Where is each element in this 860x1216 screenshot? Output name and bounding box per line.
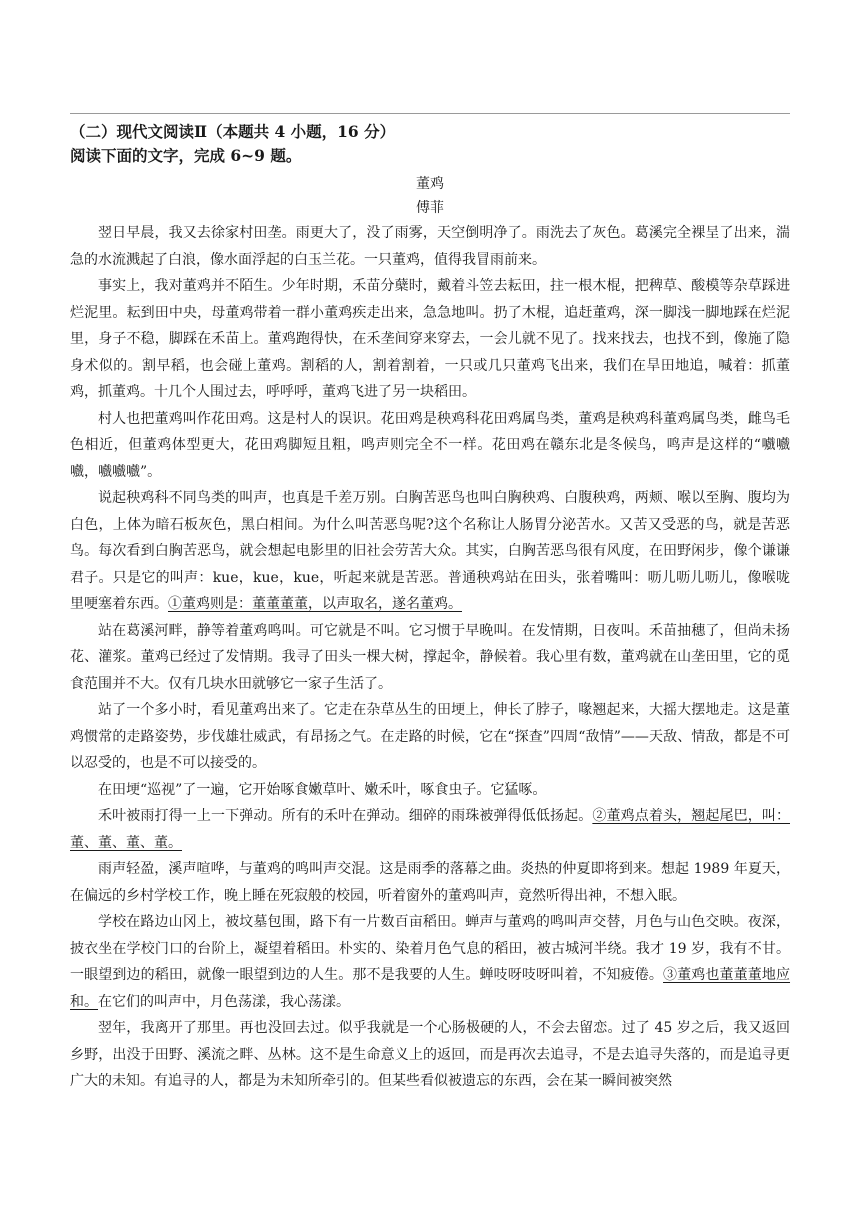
paragraph-text: 说起秧鸡科不同鸟类的叫声，也真是千差万别。白胸苦恶鸟也叫白胸秧鸡、白腹秧鸡，两颊、喉以至胸、腹均为白色，上体为暗石板灰色，黑白相间。为什么叫苦恶鸟呢?这个名称让人肠胃分泌苦水。又苦又受恶的鸟，就是苦恶鸟。每次看到白胸苦恶鸟，就会想起电影里的旧社会劳苦大众。其实，白胸苦恶鸟很有风度，在田野闲步，像个谦谦君子。只是它的叫声：kue，kue，kue，听起来就是苦恶。普通秧鸡站在田头，张着嘴叫：呖儿呖儿呖儿，像喉咙里哽塞着东西。 xyxy=(70,490,790,612)
section-instruction: 阅读下面的文字，完成 6~9 题。 xyxy=(70,146,302,165)
paragraph-text: 禾叶被雨打得一上一下弹动。所有的禾叶在弹动。细碎的雨珠被弹得低低扬起。 xyxy=(98,808,593,824)
paragraph-7 xyxy=(70,777,790,804)
underlined-sentence-2: ②董鸡点着头，翘起尾巴，叫：董、董、董、董。 xyxy=(70,808,790,851)
paragraph-1 xyxy=(70,220,790,273)
paragraph-text: 站在葛溪河畔，静等着董鸡鸣叫。可它就是不叫。它习惯于早晚叫。在发情期，日夜叫。禾苗抽穗了，但尚未扬花、灌浆。董鸡已经过了发情期。我寻了田头一棵大树，撑起伞，静候着。我心里有数，董鸡就在山垄田里，它的觅食范围并不大。仅有几块水田就够它一家子生活了。 xyxy=(70,622,790,692)
paragraph-text: 翌年，我离开了那里。再也没回去过。似乎我就是一个心肠极硬的人，不会去留恋。过了 45 岁之后，我又返回乡野，出没于田野、溪流之畔、丛林。这不是生命意义上的返回，而是再次去追寻，不是去追寻失落的，而是追寻更广大的未知。有追寻的人，都是为未知所牵引的。但某些看似被遗忘的东西，会在某一瞬间被突然 xyxy=(70,1020,790,1089)
paragraph-5 xyxy=(70,618,790,698)
paragraph-text: 在它们的叫声中，月色荡漾，我心荡漾。 xyxy=(98,993,350,1010)
paragraph-text: 事实上，我对董鸡并不陌生。少年时期，禾苗分蘖时，戴着斗笠去耘田，拄一根木棍，把稗草、酸模等杂草踩进烂泥里。耘到田中央，母董鸡带着一群小董鸡疾走出来，急急地叫。扔了木棍，追赶董鸡，深一脚浅一脚地踩在烂泥里，身子不稳，脚踩在禾苗上。董鸡跑得快，在禾垄间穿来穿去，一会儿就不见了。找来找去，也找不到，像施了隐身术似的。割早稻，也会碰上董鸡。割稻的人，割着割着，一只或几只董鸡飞出来，我们在旱田地追，喊着：抓董鸡，抓董鸡。十几个人围过去，呼呼呼，董鸡飞进了另一块稻田。 xyxy=(70,278,790,400)
paragraph-6 xyxy=(70,697,790,777)
paragraph-10 xyxy=(70,909,790,1015)
top-divider xyxy=(70,113,790,114)
paragraph-4 xyxy=(70,485,790,618)
underlined-sentence-1: ①董鸡则是：董董董董，以声取名，遂名董鸡。 xyxy=(168,596,462,612)
section-heading: （二）现代文阅读Ⅱ（本题共 4 小题，16 分） xyxy=(70,122,396,141)
paragraph-text: 在田埂“巡视”了一遍，它开始啄食嫩草叶、嫩禾叶，啄食虫子。它猛啄。 xyxy=(98,781,547,798)
article-title: 董鸡 xyxy=(416,176,444,192)
article-author: 傅菲 xyxy=(416,200,444,216)
paragraph-11 xyxy=(70,1015,790,1095)
paragraph-3 xyxy=(70,406,790,486)
paragraph-text: 学校在路边山冈上，被坟墓包围，路下有一片数百亩稻田。蝉声与董鸡的鸣叫声交替，月色与山色交映。夜深，披衣坐在学校门口的台阶上，凝望着稻田。朴实的、染着月色气息的稻田，被古城河半绕。我才 19 岁，我有不甘。一眼望到边的稻田，就像一眼望到边的人生。那不是我要的人生。蝉吱呀吱呀叫着，不知疲倦。 xyxy=(70,914,790,983)
paragraph-text: 翌日早晨，我又去徐家村田垄。雨更大了，没了雨雾，天空倒明净了。雨洗去了灰色。葛溪完全裸呈了出来，湍急的水流溅起了白浪，像水面浮起的白玉兰花。一只董鸡，值得我冒雨前来。 xyxy=(70,225,790,268)
paragraph-text: 村人也把董鸡叫作花田鸡。这是村人的误识。花田鸡是秧鸡科花田鸡属鸟类，董鸡是秧鸡科董鸡属鸟类，雌鸟毛色相近，但董鸡体型更大，花田鸡脚短且粗，鸣声则完全不一样。花田鸡在赣东北是冬候鸟，鸣声是这样的“嚱嚱嚱，嚱嚱嚱”。 xyxy=(70,410,790,480)
paragraph-text: 站了一个多小时，看见董鸡出来了。它走在杂草丛生的田埂上，伸长了脖子，喙翘起来，大摇大摆地走。这是董鸡惯常的走路姿势，步伐雄壮威武，有昂扬之气。在走路的时候，它在“探查”四周“敌情”——天敌、情敌，都是不可以忍受的，也是不可以接受的。 xyxy=(70,702,790,771)
paragraph-text: 雨声轻盈，溪声喧哗，与董鸡的鸣叫声交混。这是雨季的落幕之曲。炎热的仲夏即将到来。想起 1989 年夏天，在偏远的乡村学校工作，晚上睡在死寂般的校园，听着窗外的董鸡叫声，竟然听得出神，不想入眠。 xyxy=(70,861,790,904)
underlined-sentence-3: ③董鸡也董董董地应和。 xyxy=(70,967,791,1010)
paragraph-2 xyxy=(70,273,790,406)
reading-section xyxy=(70,120,790,1095)
paragraph-8 xyxy=(70,803,790,856)
paragraph-9 xyxy=(70,856,790,909)
